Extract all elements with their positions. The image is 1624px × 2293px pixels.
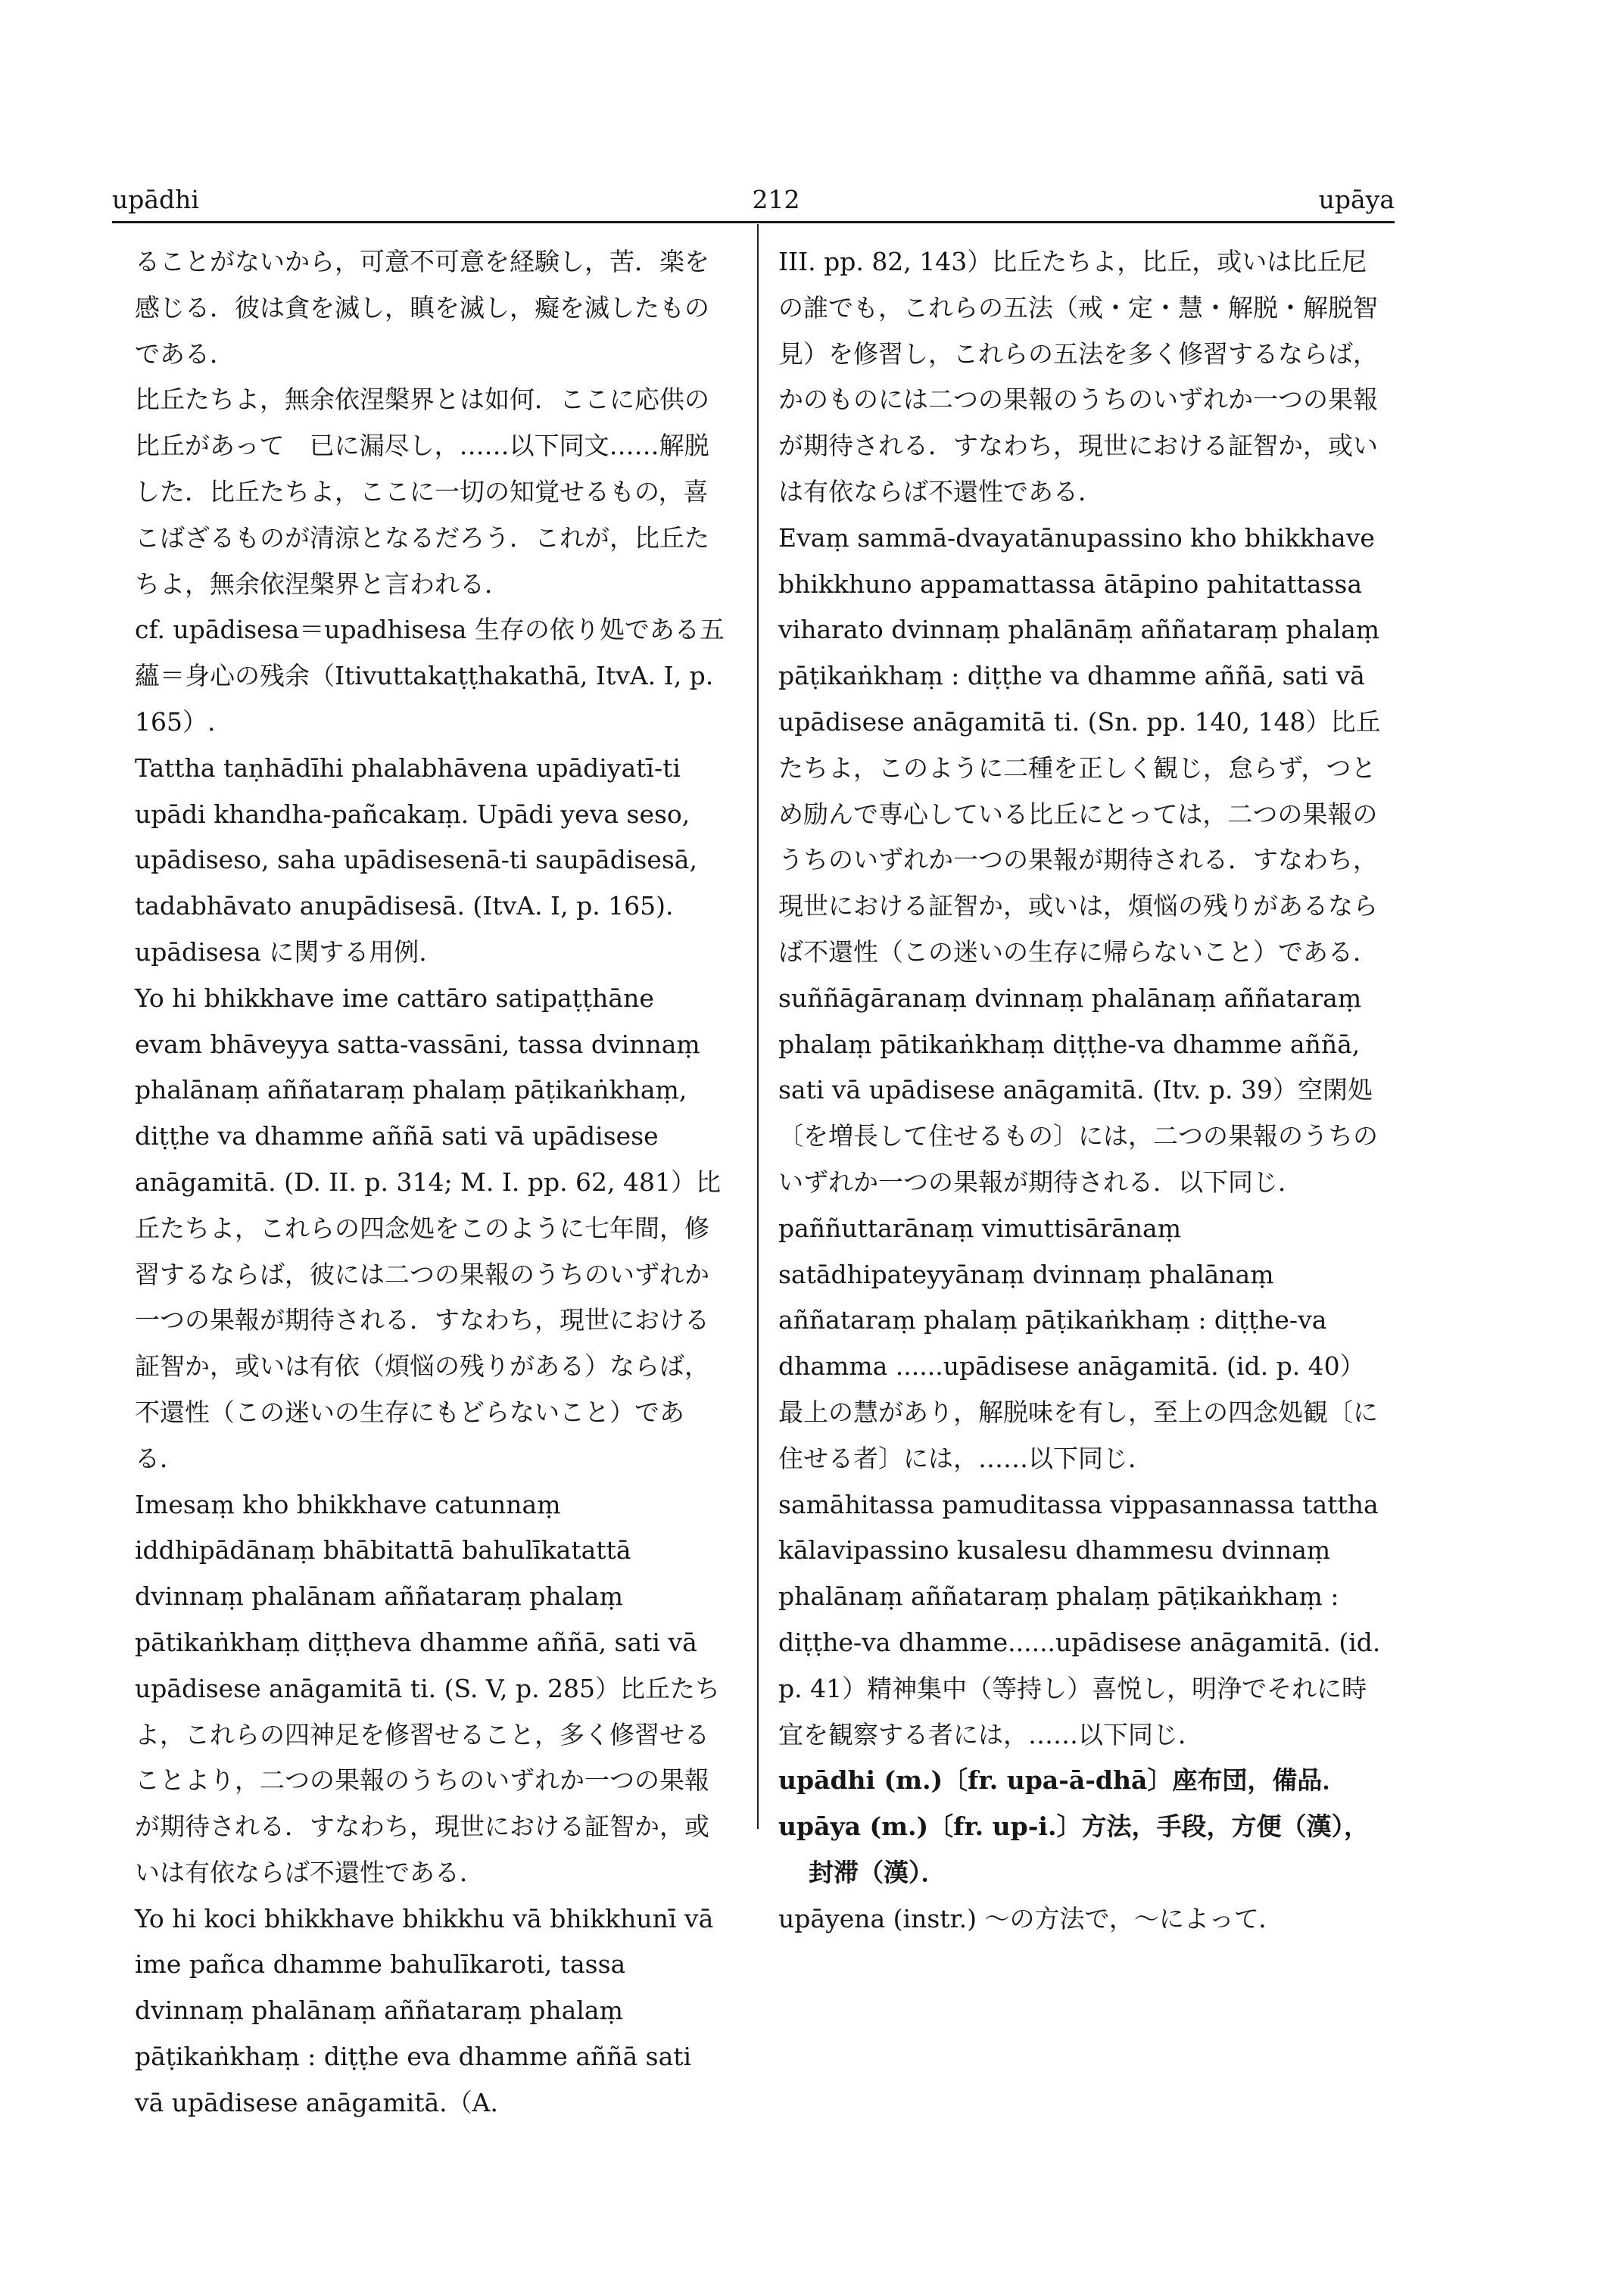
- entry-upaya: upāya (m.)〔fr. up-i.〕方法，手段，方便（漢），封滞（漢）．: [778, 1812, 1369, 1887]
- paragraph-tattha-citation: Tattha taṇhādīhi phalabhāvena upādiyatī-ti upādi khandha-pañcakaṃ. Upādi yeva seso, upādiseso, saha upādisesenā-ti saupādisesā, tadabhāvato anupādisesā. (ItvA. I, p. 165).: [135, 752, 697, 921]
- paragraph-pannuttara-example: paññuttarānaṃ vimuttisārānaṃ satādhipateyyānaṃ dvinnaṃ phalānaṃ aññataraṃ phalaṃ pāṭikaṅkhaṃ : diṭṭhe-va dhamma ......upādisese anāgamitā. (id. p. 40）最上の慧があり，解脱味を有し，至上の四念処観〔に住せる者〕には，……以下同じ．: [778, 1213, 1378, 1473]
- paragraph-usage-heading: upādisesa に関する用例.: [135, 936, 427, 967]
- paragraph-nirvana-element: 比丘たちよ，無余依涅槃界とは如何．ここに応供の比丘があって 已に漏尽し，……以下同文……解脱した．比丘たちよ，ここに一切の知覚せるもの，喜こばざるものが清涼となるだろう．これが，比丘たちよ，無余依涅槃界と言われる．: [135, 385, 709, 599]
- header-rule: [112, 221, 1395, 223]
- paragraph-pancadhamme-example: Yo hi koci bhikkhave bhikkhu vā bhikkhunī vā ime pañca dhamme bahulīkaroti, tassa dvinnaṃ phalānaṃ aññataraṃ phalaṃ pāṭikaṅkhaṃ : diṭṭhe eva dhamme aññā sati vā upādisese anāgamitā.（A.: [135, 1903, 714, 2117]
- entry-upayena: upāyena (instr.) 〜の方法で，〜によって．: [778, 1903, 1284, 1933]
- paragraph-continuation: ることがないから，可意不可意を経験し，苦．楽を感じる．彼は貪を滅し，瞋を滅し，癡を滅したものである．: [135, 247, 709, 369]
- page-number: 212: [752, 185, 800, 214]
- running-head-right: upāya: [1318, 185, 1395, 214]
- paragraph-iddhipada-example: Imesaṃ kho bhikkhave catunnaṃ iddhipādānaṃ bhābitattā bahulīkatattā dvinnaṃ phalānam aññataraṃ phalaṃ pātikaṅkhaṃ diṭṭheva dhamme aññā, sati vā upādisese anāgamitā ti. (S. V, p. 285）比丘たちよ，これらの四神足を修習せること，多く修習せることより，二つの果報のうちのいずれか一つの果報が期待される．すなわち，現世における証智か，或いは有依ならば不還性である．: [135, 1489, 721, 1887]
- entry-upadhi: upādhi (m.)〔fr. upa-ā-dhā〕座布団，備品．: [778, 1765, 1348, 1796]
- running-head-left: upādhi: [112, 185, 199, 214]
- left-column: [135, 239, 725, 2126]
- paragraph-five-dhammas: III. pp. 82, 143）比丘たちよ，比丘，或いは比丘尼の誰でも，これらの五法（戒・定・慧・解脱・解脱智見）を修習し，これらの五法を多く修習するならば，かのものには二つの果報のうちのいずれか一つの果報が期待される．すなわち，現世における証智か，或いは有依ならば不還性である．: [778, 247, 1378, 506]
- paragraph-satipatthana-example: Yo hi bhikkhave ime cattāro satipaṭṭhāne evam bhāveyya satta-vassāni, tassa dvinnaṃ phalānaṃ aññataraṃ phalaṃ pāṭikaṅkhaṃ, diṭṭhe va dhamme aññā sati vā upādisese anāgamitā. (D. II. p. 314; M. I. pp. 62, 481）比丘たちよ，これらの四念処をこのように七年間，修習するならば，彼には二つの果報のうちのいずれか一つの果報が期待される．すなわち，現世における証智か，或いは有依（煩悩の残りがある）ならば，不還性（この迷いの生存にもどらないこと）である．: [135, 983, 722, 1473]
- paragraph-cf-upadisesa: cf. upādisesa＝upadhisesa 生存の依り処である五蘊＝身心の残余（Itivuttakaṭṭhakathā, ItvA. I, p. 165）.: [135, 615, 725, 737]
- paragraph-samahita-example: samāhitassa pamuditassa vippasannassa tattha kālavipassino kusalesu dhammesu dvinnaṃ phalānaṃ aññataraṃ phalaṃ pāṭikaṅkhaṃ : diṭṭhe-va dhamme......upādisese anāgamitā. (id. p. 41）精神集中（等持し）喜悦し，明浄でそれに時宜を観察する者には，……以下同じ．: [778, 1489, 1381, 1749]
- right-column: [778, 239, 1384, 1942]
- column-divider: [757, 224, 759, 1829]
- paragraph-evam-example: Evaṃ sammā-dvayatānupassino kho bhikkhave bhikkhuno appamattassa ātāpino pahitattassa viharato dvinnaṃ phalānāṃ aññataraṃ phalaṃ pāṭikaṅkhaṃ : diṭṭhe va dhamme aññā, sati vā upādisese anāgamitā ti. (Sn. pp. 140, 148）比丘たちよ，このように二種を正しく観じ，怠らず，つとめ励んで専心している比丘にとっては，二つの果報のうちのいずれか一つの果報が期待される．すなわち，現世における証智か，或いは，煩悩の残りがあるならば不還性（この迷いの生存に帰らないこと）である．: [778, 522, 1381, 967]
- paragraph-sunnagara-example: suññāgāranaṃ dvinnaṃ phalānaṃ aññataraṃ phalaṃ pātikaṅkhaṃ diṭṭhe-va dhamme aññā, sati vā upādisese anāgamitā. (Itv. p. 39）空閑処〔を増長して住せるもの〕には，二つの果報のうちのいずれか一つの果報が期待される．以下同じ．: [778, 983, 1378, 1197]
